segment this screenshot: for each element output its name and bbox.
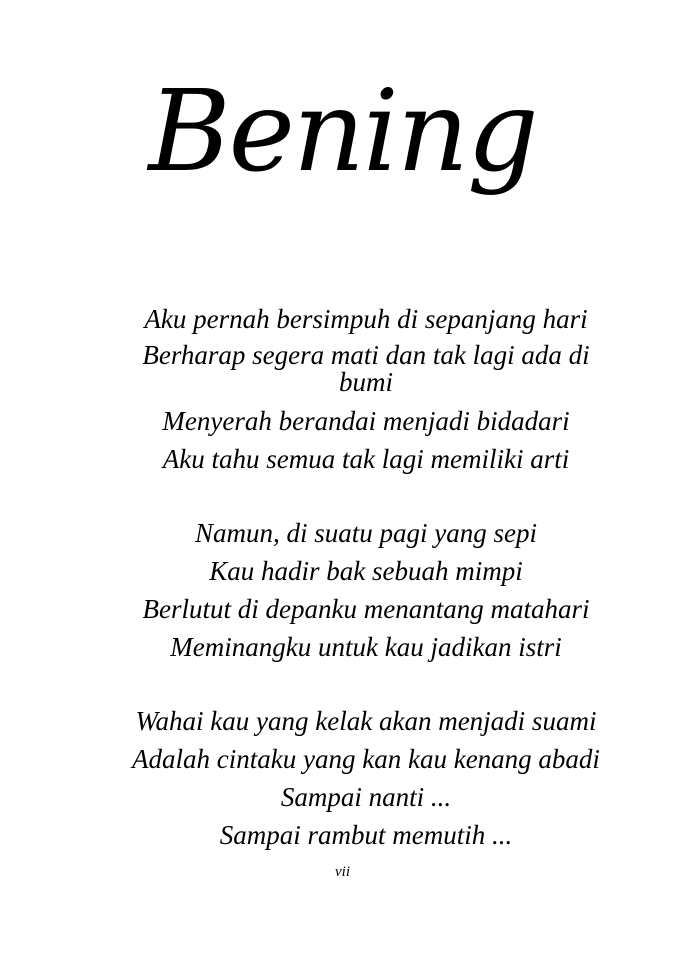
stanza-1 (118, 300, 614, 478)
poem-body (118, 300, 614, 854)
poem-line: Namun, di suatu pagi yang sepi (195, 518, 537, 548)
page-number: vii (335, 864, 350, 880)
stanza-2 (118, 514, 614, 666)
poem-line: Sampai rambut memutih ... (219, 820, 513, 850)
poem-line: Aku tahu semua tak lagi memiliki arti (162, 444, 570, 474)
poem-line: Sampai nanti ... (280, 782, 452, 812)
stanza-gap (118, 478, 614, 514)
poem-line: Aku pernah bersimpuh di sepanjang hari (144, 304, 588, 334)
poem-line: Berharap segera mati dan tak lagi ada di bumi (142, 340, 590, 397)
stanza-3 (118, 702, 614, 854)
poem-line: Menyerah berandai menjadi bidadari (162, 406, 570, 436)
poem-line: Kau hadir bak sebuah mimpi (209, 556, 523, 586)
poem-line: Adalah cintaku yang kan kau kenang abadi (132, 744, 600, 774)
poem-line: Meminangku untuk kau jadikan istri (170, 632, 562, 662)
stanza-gap (118, 666, 614, 702)
poem-line: Berlutut di depanku menantang matahari (142, 594, 590, 624)
poem-line: Wahai kau yang kelak akan menjadi suami (135, 706, 597, 736)
poem-title: Bening (148, 67, 537, 197)
